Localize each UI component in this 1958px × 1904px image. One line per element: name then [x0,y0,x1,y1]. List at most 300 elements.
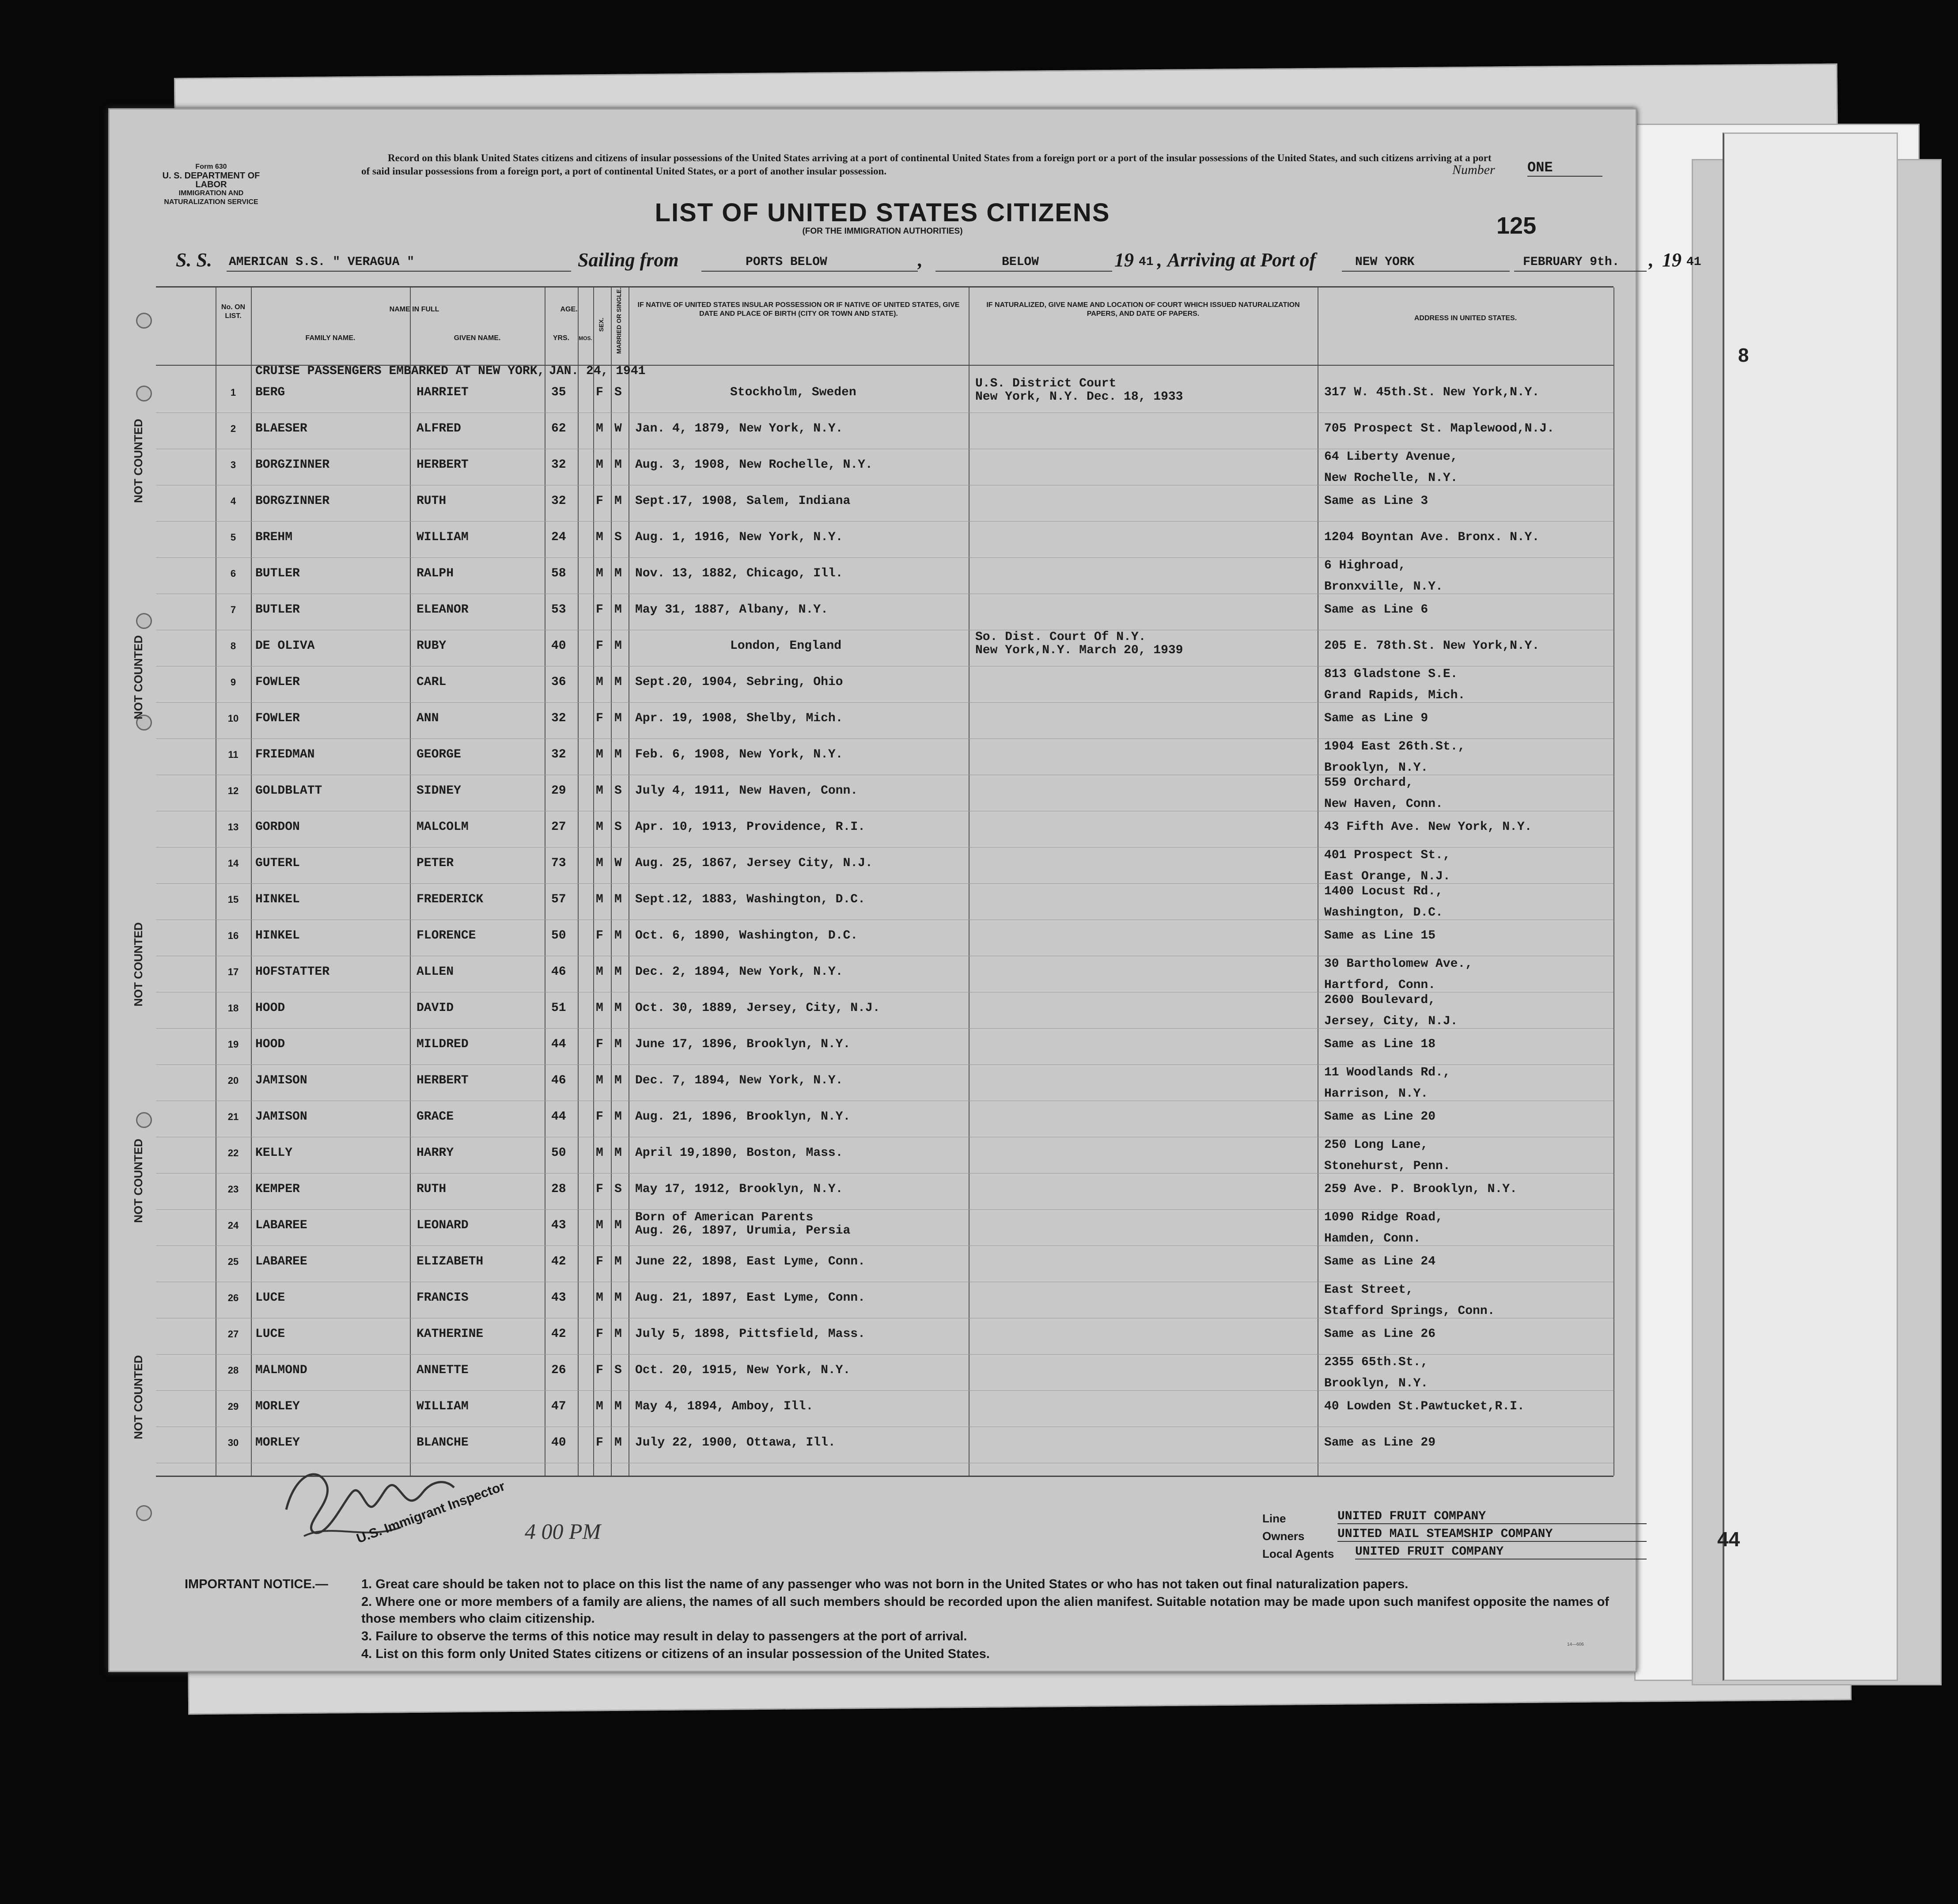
header-family-name: FAMILY NAME. [305,334,356,342]
given-name-cell: CARL [417,675,447,689]
marital-status-cell: M [614,1219,622,1232]
line-number-cell: 28 [227,1365,239,1376]
marital-status-cell: W [614,856,622,870]
line-number-cell: 18 [227,1003,239,1014]
cruise-note: CRUISE PASSENGERS EMBARKED AT NEW YORK, [255,364,545,378]
marital-status-cell: S [614,1182,622,1196]
given-name-cell: FLORENCE [417,929,476,943]
form-number: Form 630 [195,163,227,170]
sex-cell: M [596,530,603,544]
family-name-cell: BERG [255,386,285,399]
naturalization-court-cell: So. Dist. Court Of N.Y. [975,630,1146,644]
sex-cell: M [596,675,603,689]
sex-cell: M [596,784,603,798]
family-name-cell: MALMOND [255,1363,307,1377]
address-line2-cell: Harrison, N.Y. [1324,1087,1428,1101]
header-no: No. ON LIST. [221,303,246,320]
birth-cell: Sept.17, 1908, Salem, Indiana [635,494,851,508]
address-line2-cell: Hamden, Conn. [1324,1232,1421,1245]
line-number-cell: 30 [227,1437,239,1448]
table-row [156,1283,1613,1320]
marital-status-cell: M [614,675,622,689]
age-cell: 43 [551,1291,566,1305]
address-line2-cell: Stonehurst, Penn. [1324,1159,1451,1173]
passenger-table [156,286,1613,1477]
sex-cell: F [596,1110,603,1124]
table-row [156,487,1613,523]
cruise-date: JAN. 24, 1941 [549,364,646,378]
age-cell: 47 [551,1400,566,1413]
table-row [156,632,1613,668]
age-cell: 51 [551,1001,566,1015]
address-cell: 1904 East 26th.St., [1324,740,1466,753]
line-number-cell: 22 [227,1147,239,1158]
table-row [156,414,1613,450]
given-name-cell: RUBY [417,639,447,653]
sex-cell: M [596,893,603,906]
given-name-cell: GEORGE [417,748,461,761]
birth-cell: May 17, 1912, Brooklyn, N.Y. [635,1182,843,1196]
age-cell: 35 [551,386,566,399]
address-line2-cell: New Haven, Conn. [1324,797,1443,811]
marital-status-cell: M [614,1074,622,1087]
given-name-cell: ANNETTE [417,1363,469,1377]
marital-status-cell: M [614,567,622,580]
given-name-cell: HERBERT [417,1074,469,1087]
given-name-cell: SIDNEY [417,784,461,798]
punch-hole [136,1112,152,1128]
address-line2-cell: New Rochelle, N.Y. [1324,471,1458,485]
table-row [156,994,1613,1030]
line-number-cell: 13 [227,821,239,833]
age-cell: 32 [551,748,566,761]
ship-line: S. S. AMERICAN S.S. " VERAGUA " Sailing from PORTS BELOW , BELOW 19 41 , Arriving at Port of NEW YORK FEBRUARY 9th. , 19 41 [176,249,1701,271]
line-number-cell: 17 [227,966,239,977]
birth-cell: Stockholm, Sweden [730,386,856,399]
age-cell: 50 [551,1146,566,1160]
family-name-cell: JAMISON [255,1110,307,1124]
age-cell: 42 [551,1327,566,1341]
birth-cell: July 4, 1911, New Haven, Conn. [635,784,858,798]
line-number-cell: 8 [230,640,236,651]
back-sheet [1723,132,1898,1681]
age-cell: 32 [551,712,566,725]
family-name-cell: LABAREE [255,1219,307,1232]
sex-cell: M [596,965,603,979]
table-row [156,813,1613,849]
inspector-time: 4 00 PM [525,1519,601,1544]
family-name-cell: FOWLER [255,712,300,725]
sex-cell: M [596,1074,603,1087]
marital-status-cell: S [614,386,622,399]
given-name-cell: FREDERICK [417,893,484,906]
sex-cell: M [596,567,603,580]
manifest-page [108,108,1740,1672]
address-cell: 259 Ave. P. Brooklyn, N.Y. [1324,1182,1517,1196]
table-row [156,1320,1613,1356]
marital-status-cell: S [614,784,622,798]
header-yrs: YRS. [553,334,570,342]
punch-hole [136,613,152,629]
address-cell: 1400 Locust Rd., [1324,885,1443,898]
address-line2-cell: Brooklyn, N.Y. [1324,761,1428,775]
address-cell: 1204 Boyntan Ave. Bronx. N.Y. [1324,530,1540,544]
age-cell: 32 [551,494,566,508]
back-page-number: 8 [1738,344,1749,366]
sailing-date: BELOW [1002,255,1039,269]
sex-cell: F [596,1436,603,1450]
age-cell: 29 [551,784,566,798]
age-cell: 36 [551,675,566,689]
family-name-cell: HOOD [255,1037,285,1051]
number-label: Number [1452,163,1495,177]
birth-cell: Oct. 6, 1890, Washington, D.C. [635,929,858,943]
marital-status-cell: W [614,422,622,435]
address-cell: Same as Line 3 [1324,494,1428,508]
marital-status-cell: M [614,639,622,653]
line-number-cell: 9 [230,677,236,688]
birth-cell: May 31, 1887, Albany, N.Y. [635,603,828,617]
arriving-label: Arriving at Port of [1167,249,1316,271]
total-mark: 44 [1717,1528,1740,1551]
notice-item: 2. Where one or more members of a family are aliens, the names of all such members should be recorded upon the alien manifest. Suitable notation may be made upon such manifest opposite the names of those members who claim citizenship. [361,1595,1609,1626]
line-value: UNITED FRUIT COMPANY [1337,1510,1647,1524]
header-naturalized: IF NATURALIZED, GIVE NAME AND LOCATION OF COURT WHICH ISSUED NATURALIZATION PAPERS, AND DATE OF PAPERS. [986,301,1300,318]
address-cell: 11 Woodlands Rd., [1324,1066,1451,1079]
header-birth: IF NATIVE OF UNITED STATES INSULAR POSSESSION OR IF NATIVE OF UNITED STATES, GIVE DATE AND PLACE OF BIRTH (CITY OR TOWN AND STATE). [637,301,960,318]
sailing-from: PORTS BELOW [746,255,827,269]
naturalization-date-cell: New York, N.Y. Dec. 18, 1933 [975,390,1183,404]
punch-hole [136,313,152,329]
birth-cell: Born of American Parents [635,1211,814,1224]
birth-cell: Feb. 6, 1908, New York, N.Y. [635,748,843,761]
address-cell: Same as Line 26 [1324,1327,1436,1341]
page-subtitle: (FOR THE IMMIGRATION AUTHORITIES) [802,227,963,236]
family-name-cell: LUCE [255,1327,285,1341]
address-line2-cell: Grand Rapids, Mich. [1324,689,1466,702]
birth-cell: Aug. 21, 1896, Brooklyn, N.Y. [635,1110,851,1124]
line-number-cell: 10 [227,713,239,724]
family-name-cell: BLAESER [255,422,307,435]
line-number-cell: 21 [227,1111,239,1122]
family-name-cell: LUCE [255,1291,285,1305]
sex-cell: F [596,1327,603,1341]
marital-status-cell: S [614,1363,622,1377]
age-cell: 28 [551,1182,566,1196]
birth-cell: Aug. 21, 1897, East Lyme, Conn. [635,1291,865,1305]
table-row [156,704,1613,740]
family-name-cell: BORGZINNER [255,458,330,472]
family-name-cell: BUTLER [255,603,300,617]
given-name-cell: WILLIAM [417,1400,469,1413]
table-row [156,1356,1613,1392]
birth-cell: July 5, 1898, Pittsfield, Mass. [635,1327,865,1341]
line-number-cell: 24 [227,1220,239,1231]
sex-cell: F [596,929,603,943]
marital-status-cell: M [614,1436,622,1450]
address-line2-cell: Stafford Springs, Conn. [1324,1304,1495,1318]
marital-status-cell: M [614,1037,622,1051]
address-line2-cell: Washington, D.C. [1324,906,1443,920]
given-name-cell: ALFRED [417,422,461,435]
family-name-cell: JAMISON [255,1074,307,1087]
birth-cell: July 22, 1900, Ottawa, Ill. [635,1436,836,1450]
ss-label: S. S. [176,249,212,271]
port: NEW YORK [1355,255,1415,269]
birth-cell: Jan. 4, 1879, New York, N.Y. [635,422,843,435]
address-cell: 401 Prospect St., [1324,848,1451,862]
table-row [156,1139,1613,1175]
family-name-cell: BREHM [255,530,293,544]
age-cell: 57 [551,893,566,906]
line-number-cell: 2 [230,423,236,434]
address-cell: Same as Line 18 [1324,1037,1436,1051]
marital-status-cell: M [614,1110,622,1124]
sex-cell: M [596,422,603,435]
address-line2-cell: Brooklyn, N.Y. [1324,1377,1428,1390]
family-name-cell: GOLDBLATT [255,784,322,798]
header-mos: MOS. [579,335,592,341]
table-row [156,958,1613,994]
given-name-cell: DAVID [417,1001,454,1015]
family-name-cell: LABAREE [255,1255,307,1268]
arrival-date: FEBRUARY 9th. [1523,255,1620,269]
given-name-cell: RUTH [417,494,447,508]
department: U. S. DEPARTMENT OF LABOR [162,171,260,189]
table-row [156,668,1613,704]
sex-cell: M [596,1291,603,1305]
sex-cell: F [596,1037,603,1051]
sailing-year: 41 [1139,255,1154,269]
given-name-cell: ANN [417,712,439,725]
address-cell: Same as Line 24 [1324,1255,1436,1268]
family-name-cell: GUTERL [255,856,300,870]
given-name-cell: MILDRED [417,1037,469,1051]
address-cell: 43 Fifth Ave. New York, N.Y. [1324,820,1532,834]
sex-cell: M [596,748,603,761]
marital-status-cell: M [614,1255,622,1268]
not-counted-stamp: NOT COUNTED [131,1355,145,1439]
sex-cell: M [596,458,603,472]
family-name-cell: BORGZINNER [255,494,330,508]
age-cell: 44 [551,1037,566,1051]
notice-item: 3. Failure to observe the terms of this notice may result in delay to passengers at the port of arrival. [361,1629,967,1643]
given-name-cell: WILLIAM [417,530,469,544]
line-number-cell: 23 [227,1184,239,1195]
birth-cell: Nov. 13, 1882, Chicago, Ill. [635,567,843,580]
address-cell: 813 Gladstone S.E. [1324,667,1458,681]
header-address: ADDRESS IN UNITED STATES. [1414,314,1517,322]
given-name-cell: HERBERT [417,458,469,472]
sex-cell: M [596,1400,603,1413]
marital-status-cell: M [614,712,622,725]
marital-status-cell: M [614,965,622,979]
address-cell: 2355 65th.St., [1324,1355,1428,1369]
table-row [156,1102,1613,1139]
given-name-cell: KATHERINE [417,1327,484,1341]
not-counted-stamp: NOT COUNTED [131,1139,145,1223]
marital-status-cell: S [614,820,622,834]
address-cell: Same as Line 6 [1324,603,1428,617]
table-row [156,378,1613,414]
birth-cell: Oct. 20, 1915, New York, N.Y. [635,1363,851,1377]
family-name-cell: HINKEL [255,893,300,906]
age-cell: 24 [551,530,566,544]
sex-cell: F [596,1255,603,1268]
family-name-cell: KEMPER [255,1182,300,1196]
birth-cell: Aug. 3, 1908, New Rochelle, N.Y. [635,458,873,472]
given-name-cell: MALCOLM [417,820,469,834]
line-number-cell: 19 [227,1039,239,1050]
address-cell: 6 Highroad, [1324,559,1406,572]
family-name-cell: GORDON [255,820,300,834]
birth-cell: June 22, 1898, East Lyme, Conn. [635,1255,865,1268]
line-number-cell: 4 [230,496,236,507]
age-cell: 46 [551,1074,566,1087]
birth-cell: Apr. 10, 1913, Providence, R.I. [635,820,865,834]
line-number-cell: 3 [230,459,236,470]
header-sex: SEX. [598,318,605,332]
given-name-cell: ELIZABETH [417,1255,484,1268]
not-counted-stamp: NOT COUNTED [131,635,145,719]
birth-cell: Oct. 30, 1889, Jersey, City, N.J. [635,1001,880,1015]
table-row [156,776,1613,813]
age-cell: 50 [551,929,566,943]
birth-cell: Sept.12, 1883, Washington, D.C. [635,893,865,906]
address-cell: Same as Line 20 [1324,1110,1436,1124]
table-row [156,740,1613,776]
line-number-cell: 27 [227,1329,239,1340]
naturalization-date-cell: New York,N.Y. March 20, 1939 [975,643,1183,657]
family-name-cell: MORLEY [255,1400,300,1413]
birth-cell: Apr. 19, 1908, Shelby, Mich. [635,712,843,725]
given-name-cell: ALLEN [417,965,454,979]
sex-cell: M [596,856,603,870]
sex-cell: F [596,494,603,508]
address-cell: 2600 Boulevard, [1324,993,1436,1007]
table-row [156,1392,1613,1428]
address-cell: Same as Line 9 [1324,712,1428,725]
address-cell: 559 Orchard, [1324,776,1413,790]
line-number-cell: 26 [227,1292,239,1303]
birth-cell: Dec. 7, 1894, New York, N.Y. [635,1074,843,1087]
line-number-cell: 12 [227,785,239,796]
age-cell: 27 [551,820,566,834]
line-label: Line [1262,1512,1286,1525]
family-name-cell: HINKEL [255,929,300,943]
line-number-cell: 14 [227,858,239,869]
age-cell: 32 [551,458,566,472]
ship-name: AMERICAN S.S. " VERAGUA " [229,255,415,269]
sailing-label: Sailing from [578,249,679,271]
given-name-cell: RUTH [417,1182,447,1196]
family-name-cell: KELLY [255,1146,293,1160]
not-counted-stamp: NOT COUNTED [131,419,145,503]
address-cell: 250 Long Lane, [1324,1138,1428,1152]
table-row [156,1211,1613,1247]
family-name-cell: FOWLER [255,675,300,689]
address-cell: 40 Lowden St.Pawtucket,R.I. [1324,1400,1525,1413]
table-row [156,921,1613,958]
line-number-cell: 25 [227,1256,239,1267]
not-counted-stamp: NOT COUNTED [131,922,145,1007]
sex-cell: M [596,1146,603,1160]
marital-status-cell: S [614,530,622,544]
line-number-cell: 29 [227,1401,239,1412]
given-name-cell: LEONARD [417,1219,469,1232]
header-name-in-full: NAME IN FULL [389,306,439,313]
age-cell: 42 [551,1255,566,1268]
birth-cell: London, England [730,639,842,653]
given-name-cell: HARRIET [417,386,469,399]
birth-cell: May 4, 1894, Amboy, Ill. [635,1400,814,1413]
header-age: AGE. [560,306,578,313]
given-name-cell: FRANCIS [417,1291,469,1305]
sex-cell: F [596,1182,603,1196]
sex-cell: M [596,1001,603,1015]
given-name-cell: BLANCHE [417,1436,469,1450]
birth-cell: Aug. 25, 1867, Jersey City, N.J. [635,856,873,870]
birth-cell: Aug. 1, 1916, New York, N.Y. [635,530,843,544]
marital-status-cell: M [614,1327,622,1341]
owners-value: UNITED MAIL STEAMSHIP COMPANY [1337,1527,1647,1542]
table-row [156,849,1613,885]
table-row [156,1066,1613,1102]
marital-status-cell: M [614,1400,622,1413]
page-title: LIST OF UNITED STATES CITIZENS [655,198,1110,227]
given-name-cell: HARRY [417,1146,454,1160]
table-row [156,1175,1613,1211]
given-name-cell: RALPH [417,567,454,580]
family-name-cell: MORLEY [255,1436,300,1450]
sex-cell: M [596,1219,603,1232]
notice-item: 4. List on this form only United States citizens or citizens of an insular possession of the United States. [361,1647,990,1661]
birth-cell: June 17, 1896, Brooklyn, N.Y. [635,1037,851,1051]
header-given-name: GIVEN NAME. [454,334,501,342]
form-header [149,163,273,207]
age-cell: 62 [551,422,566,435]
page-number: 125 [1496,212,1537,239]
line-number-cell: 11 [228,749,239,760]
address-line2-cell: Hartford, Conn. [1324,978,1436,992]
sailing-year-prefix: 19 [1114,249,1134,271]
address-cell: East Street, [1324,1283,1413,1297]
line-number-cell: 5 [230,532,236,543]
address-line2-cell: East Orange, N.J. [1324,870,1451,883]
sex-cell: F [596,1363,603,1377]
line-number-cell: 15 [227,894,239,905]
address-cell: Same as Line 15 [1324,929,1436,943]
marital-status-cell: M [614,929,622,943]
age-cell: 44 [551,1110,566,1124]
address-cell: 30 Bartholomew Ave., [1324,957,1473,971]
family-name-cell: DE OLIVA [255,639,315,653]
address-cell: 64 Liberty Avenue, [1324,450,1458,464]
age-cell: 40 [551,1436,566,1450]
family-name-cell: HOOD [255,1001,285,1015]
given-name-cell: ELEANOR [417,603,469,617]
address-line2-cell: Bronxville, N.Y. [1324,580,1443,594]
birth-cell: Sept.20, 1904, Sebring, Ohio [635,675,843,689]
address-cell: 317 W. 45th.St. New York,N.Y. [1324,386,1540,399]
given-name-cell: GRACE [417,1110,454,1124]
naturalization-court-cell: U.S. District Court [975,377,1117,390]
table-row [156,559,1613,595]
birth-cell: Dec. 2, 1894, New York, N.Y. [635,965,843,979]
notice-item: 1. Great care should be taken not to place on this list the name of any passenger who was not born in the United States or who has not taken out final naturalization papers. [361,1577,1409,1591]
print-code: 14—606 [1567,1642,1584,1647]
birth-line2-cell: Aug. 26, 1897, Urumia, Persia [635,1224,851,1238]
